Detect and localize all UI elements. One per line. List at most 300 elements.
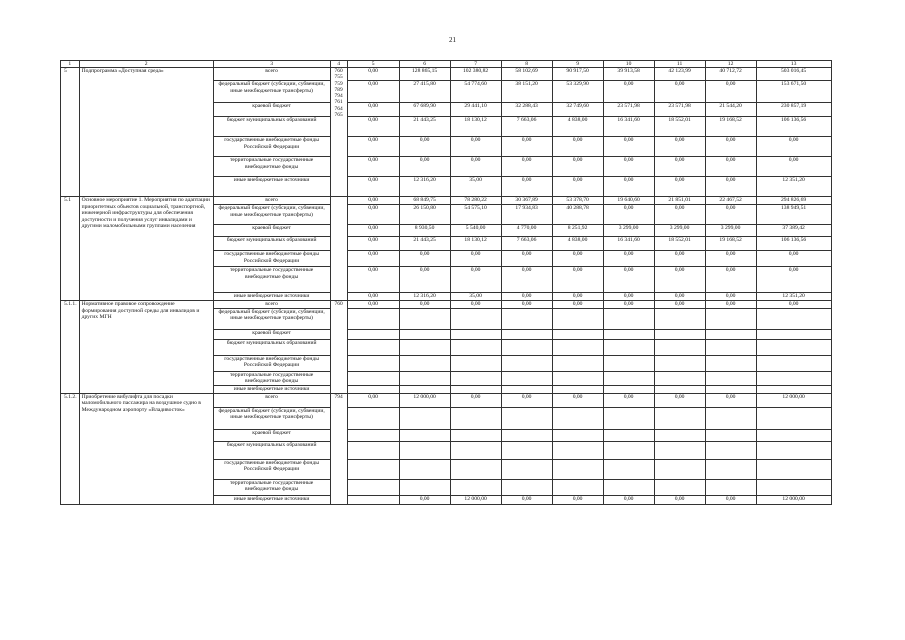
amount-cell: 0,00 xyxy=(347,267,399,293)
amount-cell: 5 540,00 xyxy=(450,225,501,237)
amount-cell: 106 136,56 xyxy=(756,237,831,251)
amount-cell: 503 016,45 xyxy=(756,68,831,81)
column-number: 10 xyxy=(603,61,654,68)
amount-cell: 0,00 xyxy=(654,267,705,293)
amount-cell xyxy=(603,407,654,429)
amount-cell xyxy=(603,459,654,479)
amount-cell xyxy=(603,339,654,355)
amount-cell: 0,00 xyxy=(705,267,756,293)
amount-cell: 0,00 xyxy=(654,157,705,177)
amount-cell xyxy=(450,459,501,479)
funding-source: территориальные государственные внебюджетные фонды xyxy=(213,371,330,385)
amount-cell xyxy=(603,441,654,459)
funding-source: иные внебюджетные источники xyxy=(213,293,330,301)
amount-cell: 0,00 xyxy=(603,293,654,301)
amount-cell: 26 150,80 xyxy=(399,205,450,225)
amount-cell xyxy=(705,355,756,371)
amount-cell: 0,00 xyxy=(552,251,603,267)
funding-source: территориальные государственные внебюджетные фонды xyxy=(213,479,330,495)
amount-cell: 40 288,78 xyxy=(552,205,603,225)
amount-cell xyxy=(450,407,501,429)
amount-cell: 0,00 xyxy=(450,137,501,157)
amount-cell: 0,00 xyxy=(347,393,399,407)
funding-source: краевой бюджет xyxy=(213,103,330,117)
funding-source: федеральный бюджет (субсидии, субвенции, иные межбюджетные трансферты) xyxy=(213,308,330,329)
amount-cell xyxy=(347,407,399,429)
amount-cell xyxy=(399,355,450,371)
amount-cell: 0,00 xyxy=(399,267,450,293)
amount-cell xyxy=(399,308,450,329)
amount-cell: 4 838,00 xyxy=(552,117,603,137)
amount-cell: 0,00 xyxy=(705,205,756,225)
amount-cell xyxy=(603,371,654,385)
column-number: 2 xyxy=(79,61,213,68)
amount-cell: 0,00 xyxy=(501,267,552,293)
amount-cell xyxy=(603,329,654,339)
amount-cell xyxy=(501,407,552,429)
amount-cell: 12 316,20 xyxy=(399,177,450,197)
amount-cell: 18 552,01 xyxy=(654,117,705,137)
amount-cell: 0,00 xyxy=(347,157,399,177)
amount-cell: 0,00 xyxy=(654,495,705,504)
amount-cell: 58 102,69 xyxy=(501,68,552,81)
section-number: 5.1.1. xyxy=(61,301,80,394)
column-number: 4 xyxy=(330,61,347,68)
amount-cell xyxy=(501,459,552,479)
amount-cell: 0,00 xyxy=(501,157,552,177)
amount-cell xyxy=(552,459,603,479)
amount-cell: 0,00 xyxy=(705,393,756,407)
column-number: 8 xyxy=(501,61,552,68)
funding-source: государственные внебюджетные фонды Российской Федерации xyxy=(213,459,330,479)
funding-source: федеральный бюджет (субсидии, субвенции, иные межбюджетные трансферты) xyxy=(213,81,330,103)
table-row xyxy=(61,68,832,81)
amount-cell: 0,00 xyxy=(654,137,705,157)
amount-cell: 0,00 xyxy=(347,117,399,137)
amount-cell xyxy=(552,407,603,429)
amount-cell: 4 770,00 xyxy=(501,225,552,237)
budget-table-body xyxy=(61,61,832,505)
amount-cell: 29 441,10 xyxy=(450,103,501,117)
amount-cell: 12 000,00 xyxy=(756,495,831,504)
column-number: 9 xyxy=(552,61,603,68)
amount-cell: 0,00 xyxy=(705,293,756,301)
amount-cell: 0,00 xyxy=(552,137,603,157)
column-number: 7 xyxy=(450,61,501,68)
table-row xyxy=(61,393,832,407)
amount-cell: 8 251,92 xyxy=(552,225,603,237)
amount-cell: 37 389,42 xyxy=(756,225,831,237)
amount-cell xyxy=(399,459,450,479)
amount-cell: 0,00 xyxy=(347,301,399,309)
amount-cell xyxy=(603,479,654,495)
amount-cell xyxy=(705,459,756,479)
funding-source: федеральный бюджет (субсидии, субвенции, иные межбюджетные трансферты) xyxy=(213,407,330,429)
amount-cell: 12 000,00 xyxy=(450,495,501,504)
amount-cell xyxy=(756,385,831,393)
amount-cell: 106 136,56 xyxy=(756,117,831,137)
budget-table xyxy=(60,60,832,505)
amount-cell xyxy=(603,355,654,371)
amount-cell: 21 851,01 xyxy=(654,197,705,205)
amount-cell: 0,00 xyxy=(705,251,756,267)
amount-cell xyxy=(399,407,450,429)
amount-cell: 21 443,25 xyxy=(399,117,450,137)
funding-source: бюджет муниципальных образований xyxy=(213,117,330,137)
funding-source: всего xyxy=(213,393,330,407)
section-number: 5 xyxy=(61,68,80,197)
amount-cell: 0,00 xyxy=(603,301,654,309)
amount-cell: 0,00 xyxy=(603,251,654,267)
amount-cell: 19 168,52 xyxy=(705,117,756,137)
amount-cell: 18 130,12 xyxy=(450,117,501,137)
amount-cell: 0,00 xyxy=(501,301,552,309)
amount-cell: 35,00 xyxy=(450,177,501,197)
amount-cell xyxy=(347,355,399,371)
budget-code: 760 xyxy=(330,301,347,394)
amount-cell: 0,00 xyxy=(347,81,399,103)
amount-cell: 0,00 xyxy=(552,301,603,309)
amount-cell xyxy=(399,339,450,355)
amount-cell: 0,00 xyxy=(654,301,705,309)
funding-source: иные внебюджетные источники xyxy=(213,385,330,393)
amount-cell: 0,00 xyxy=(705,495,756,504)
section-name: Подпрограмма «Доступная среда» xyxy=(79,68,213,197)
section-number: 5.1 xyxy=(61,197,80,301)
amount-cell xyxy=(501,371,552,385)
table-row xyxy=(61,197,832,205)
amount-cell xyxy=(756,479,831,495)
amount-cell: 0,00 xyxy=(501,177,552,197)
amount-cell xyxy=(756,441,831,459)
amount-cell: 0,00 xyxy=(501,393,552,407)
amount-cell: 0,00 xyxy=(347,293,399,301)
amount-cell: 0,00 xyxy=(501,495,552,504)
amount-cell xyxy=(705,441,756,459)
amount-cell: 90 917,50 xyxy=(552,68,603,81)
amount-cell xyxy=(603,429,654,441)
amount-cell: 0,00 xyxy=(347,177,399,197)
page-number: 21 xyxy=(449,36,456,44)
amount-cell: 0,00 xyxy=(399,137,450,157)
amount-cell xyxy=(603,385,654,393)
amount-cell xyxy=(399,429,450,441)
amount-cell: 40 712,72 xyxy=(705,68,756,81)
amount-cell: 0,00 xyxy=(347,205,399,225)
amount-cell: 153 671,50 xyxy=(756,81,831,103)
amount-cell: 0,00 xyxy=(399,495,450,504)
amount-cell xyxy=(756,429,831,441)
amount-cell xyxy=(501,479,552,495)
amount-cell: 18 130,12 xyxy=(450,237,501,251)
amount-cell: 0,00 xyxy=(705,81,756,103)
amount-cell xyxy=(552,308,603,329)
amount-cell xyxy=(399,479,450,495)
amount-cell xyxy=(705,371,756,385)
funding-source: бюджет муниципальных образований xyxy=(213,339,330,355)
amount-cell: 0,00 xyxy=(756,157,831,177)
amount-cell xyxy=(654,329,705,339)
amount-cell xyxy=(654,371,705,385)
amount-cell xyxy=(501,385,552,393)
amount-cell xyxy=(347,429,399,441)
amount-cell: 7 663,06 xyxy=(501,237,552,251)
amount-cell: 0,00 xyxy=(347,237,399,251)
amount-cell: 12 351,20 xyxy=(756,177,831,197)
amount-cell: 0,00 xyxy=(399,157,450,177)
funding-source: краевой бюджет xyxy=(213,225,330,237)
section-name: Основное мероприятие 1. Мероприятия по адаптации приоритетных объектов социальной, транспортной, инженерной инфраструктуры для обеспечения доступности и получения услуг инвалидами и другими маломобильными группами населения xyxy=(79,197,213,301)
amount-cell: 78 280,22 xyxy=(450,197,501,205)
amount-cell xyxy=(756,308,831,329)
amount-cell: 3 299,00 xyxy=(654,225,705,237)
column-number: 1 xyxy=(61,61,80,68)
amount-cell: 0,00 xyxy=(450,157,501,177)
amount-cell: 12 000,00 xyxy=(399,393,450,407)
amount-cell xyxy=(450,441,501,459)
amount-cell: 19 640,60 xyxy=(603,197,654,205)
funding-source: федеральный бюджет (субсидии, субвенции, иные межбюджетные трансферты) xyxy=(213,205,330,225)
amount-cell: 0,00 xyxy=(347,225,399,237)
amount-cell: 0,00 xyxy=(756,267,831,293)
funding-source: государственные внебюджетные фонды Российской Федерации xyxy=(213,355,330,371)
amount-cell: 54 774,60 xyxy=(450,81,501,103)
amount-cell: 0,00 xyxy=(399,301,450,309)
budget-code: 794 xyxy=(330,393,347,504)
amount-cell xyxy=(450,479,501,495)
amount-cell: 0,00 xyxy=(347,103,399,117)
amount-cell xyxy=(501,429,552,441)
funding-source: иные внебюджетные источники xyxy=(213,177,330,197)
amount-cell: 0,00 xyxy=(756,137,831,157)
amount-cell xyxy=(654,385,705,393)
amount-cell xyxy=(654,441,705,459)
amount-cell: 0,00 xyxy=(705,157,756,177)
amount-cell: 0,00 xyxy=(552,393,603,407)
amount-cell xyxy=(399,441,450,459)
amount-cell xyxy=(399,385,450,393)
funding-source: территориальные государственные внебюджетные фонды xyxy=(213,267,330,293)
amount-cell: 30 367,89 xyxy=(501,197,552,205)
funding-source: всего xyxy=(213,68,330,81)
amount-cell xyxy=(501,329,552,339)
amount-cell xyxy=(501,441,552,459)
amount-cell xyxy=(450,329,501,339)
amount-cell: 42 123,99 xyxy=(654,68,705,81)
amount-cell xyxy=(450,339,501,355)
amount-cell xyxy=(654,429,705,441)
amount-cell: 7 663,06 xyxy=(501,117,552,137)
amount-cell: 0,00 xyxy=(756,251,831,267)
amount-cell: 0,00 xyxy=(756,301,831,309)
amount-cell xyxy=(450,371,501,385)
amount-cell: 0,00 xyxy=(603,267,654,293)
amount-cell xyxy=(552,385,603,393)
amount-cell: 0,00 xyxy=(450,301,501,309)
amount-cell: 0,00 xyxy=(347,197,399,205)
amount-cell: 0,00 xyxy=(552,495,603,504)
column-number: 13 xyxy=(756,61,831,68)
amount-cell xyxy=(552,441,603,459)
amount-cell xyxy=(603,308,654,329)
amount-cell xyxy=(347,479,399,495)
amount-cell: 17 934,83 xyxy=(501,205,552,225)
amount-cell xyxy=(501,355,552,371)
funding-source: государственные внебюджетные фонды Российской Федерации xyxy=(213,251,330,267)
budget-code: 760 755 759 789 794 761 764 765 xyxy=(330,68,347,197)
amount-cell xyxy=(756,355,831,371)
section-name: Нормативное правовое сопровождение формирования доступной среды для инвалидов и других МГН xyxy=(79,301,213,394)
amount-cell: 0,00 xyxy=(705,177,756,197)
amount-cell: 0,00 xyxy=(552,267,603,293)
amount-cell xyxy=(654,459,705,479)
amount-cell: 230 857,19 xyxy=(756,103,831,117)
amount-cell: 27 415,80 xyxy=(399,81,450,103)
amount-cell: 0,00 xyxy=(603,393,654,407)
amount-cell xyxy=(399,329,450,339)
amount-cell: 0,00 xyxy=(654,251,705,267)
amount-cell: 128 865,15 xyxy=(399,68,450,81)
amount-cell: 18 552,01 xyxy=(654,237,705,251)
amount-cell: 16 341,60 xyxy=(603,237,654,251)
column-number: 6 xyxy=(399,61,450,68)
amount-cell: 0,00 xyxy=(552,177,603,197)
funding-source: государственные внебюджетные фонды Российской Федерации xyxy=(213,137,330,157)
amount-cell: 0,00 xyxy=(705,301,756,309)
amount-cell xyxy=(756,339,831,355)
amount-cell xyxy=(705,385,756,393)
amount-cell: 0,00 xyxy=(654,81,705,103)
amount-cell: 0,00 xyxy=(450,267,501,293)
amount-cell xyxy=(654,355,705,371)
amount-cell xyxy=(501,308,552,329)
amount-cell: 54 575,10 xyxy=(450,205,501,225)
amount-cell xyxy=(552,329,603,339)
amount-cell: 102 380,82 xyxy=(450,68,501,81)
amount-cell xyxy=(450,385,501,393)
amount-cell: 4 838,00 xyxy=(552,237,603,251)
amount-cell: 12 316,20 xyxy=(399,293,450,301)
amount-cell: 39 913,58 xyxy=(603,68,654,81)
amount-cell: 22 467,52 xyxy=(705,197,756,205)
amount-cell: 32 749,60 xyxy=(552,103,603,117)
amount-cell: 68 849,75 xyxy=(399,197,450,205)
amount-cell xyxy=(552,339,603,355)
amount-cell xyxy=(347,329,399,339)
amount-cell: 21 544,20 xyxy=(705,103,756,117)
amount-cell: 38 151,20 xyxy=(501,81,552,103)
amount-cell: 21 443,25 xyxy=(399,237,450,251)
amount-cell: 12 000,00 xyxy=(756,393,831,407)
section-number: 5.1.2. xyxy=(61,393,80,504)
amount-cell: 0,00 xyxy=(603,177,654,197)
amount-cell xyxy=(756,329,831,339)
amount-cell: 12 351,20 xyxy=(756,293,831,301)
amount-cell xyxy=(399,371,450,385)
table-row xyxy=(61,301,832,309)
amount-cell xyxy=(756,371,831,385)
amount-cell xyxy=(756,459,831,479)
amount-cell: 0,00 xyxy=(654,393,705,407)
column-number: 11 xyxy=(654,61,705,68)
funding-source: иные внебюджетные источники xyxy=(213,495,330,504)
amount-cell xyxy=(705,339,756,355)
amount-cell xyxy=(347,459,399,479)
amount-cell xyxy=(552,429,603,441)
amount-cell: 23 571,98 xyxy=(654,103,705,117)
amount-cell: 0,00 xyxy=(603,495,654,504)
amount-cell xyxy=(705,479,756,495)
amount-cell xyxy=(756,407,831,429)
amount-cell xyxy=(450,355,501,371)
amount-cell xyxy=(654,308,705,329)
amount-cell: 0,00 xyxy=(654,205,705,225)
amount-cell: 0,00 xyxy=(603,157,654,177)
amount-cell xyxy=(654,407,705,429)
amount-cell xyxy=(705,429,756,441)
amount-cell: 0,00 xyxy=(552,293,603,301)
amount-cell xyxy=(450,429,501,441)
amount-cell xyxy=(552,371,603,385)
amount-cell: 35,00 xyxy=(450,293,501,301)
amount-cell: 23 571,98 xyxy=(603,103,654,117)
amount-cell xyxy=(347,371,399,385)
column-number: 3 xyxy=(213,61,330,68)
amount-cell xyxy=(705,407,756,429)
amount-cell: 138 949,51 xyxy=(756,205,831,225)
amount-cell: 0,00 xyxy=(399,251,450,267)
amount-cell xyxy=(705,308,756,329)
amount-cell xyxy=(347,441,399,459)
amount-cell: 0,00 xyxy=(450,393,501,407)
amount-cell xyxy=(450,308,501,329)
amount-cell: 53 378,70 xyxy=(552,197,603,205)
amount-cell: 0,00 xyxy=(501,137,552,157)
amount-cell: 0,00 xyxy=(603,137,654,157)
amount-cell xyxy=(501,339,552,355)
amount-cell: 294 826,69 xyxy=(756,197,831,205)
amount-cell xyxy=(347,339,399,355)
amount-cell xyxy=(552,355,603,371)
amount-cell: 8 930,50 xyxy=(399,225,450,237)
amount-cell: 16 341,60 xyxy=(603,117,654,137)
funding-source: краевой бюджет xyxy=(213,329,330,339)
amount-cell: 0,00 xyxy=(654,177,705,197)
amount-cell: 3 299,00 xyxy=(705,225,756,237)
amount-cell xyxy=(347,308,399,329)
amount-cell: 0,00 xyxy=(552,157,603,177)
amount-cell: 0,00 xyxy=(501,293,552,301)
funding-source: краевой бюджет xyxy=(213,429,330,441)
column-number-row xyxy=(61,61,832,68)
column-number: 12 xyxy=(705,61,756,68)
amount-cell: 0,00 xyxy=(347,137,399,157)
amount-cell: 0,00 xyxy=(450,251,501,267)
funding-source: бюджет муниципальных образований xyxy=(213,237,330,251)
funding-source: бюджет муниципальных образований xyxy=(213,441,330,459)
column-number: 5 xyxy=(347,61,399,68)
amount-cell xyxy=(654,339,705,355)
amount-cell: 0,00 xyxy=(347,68,399,81)
amount-cell: 32 288,43 xyxy=(501,103,552,117)
funding-source: территориальные государственные внебюджетные фонды xyxy=(213,157,330,177)
funding-source: всего xyxy=(213,197,330,205)
amount-cell: 0,00 xyxy=(501,251,552,267)
amount-cell: 53 329,90 xyxy=(552,81,603,103)
amount-cell: 67 689,90 xyxy=(399,103,450,117)
amount-cell: 19 168,52 xyxy=(705,237,756,251)
amount-cell xyxy=(347,385,399,393)
